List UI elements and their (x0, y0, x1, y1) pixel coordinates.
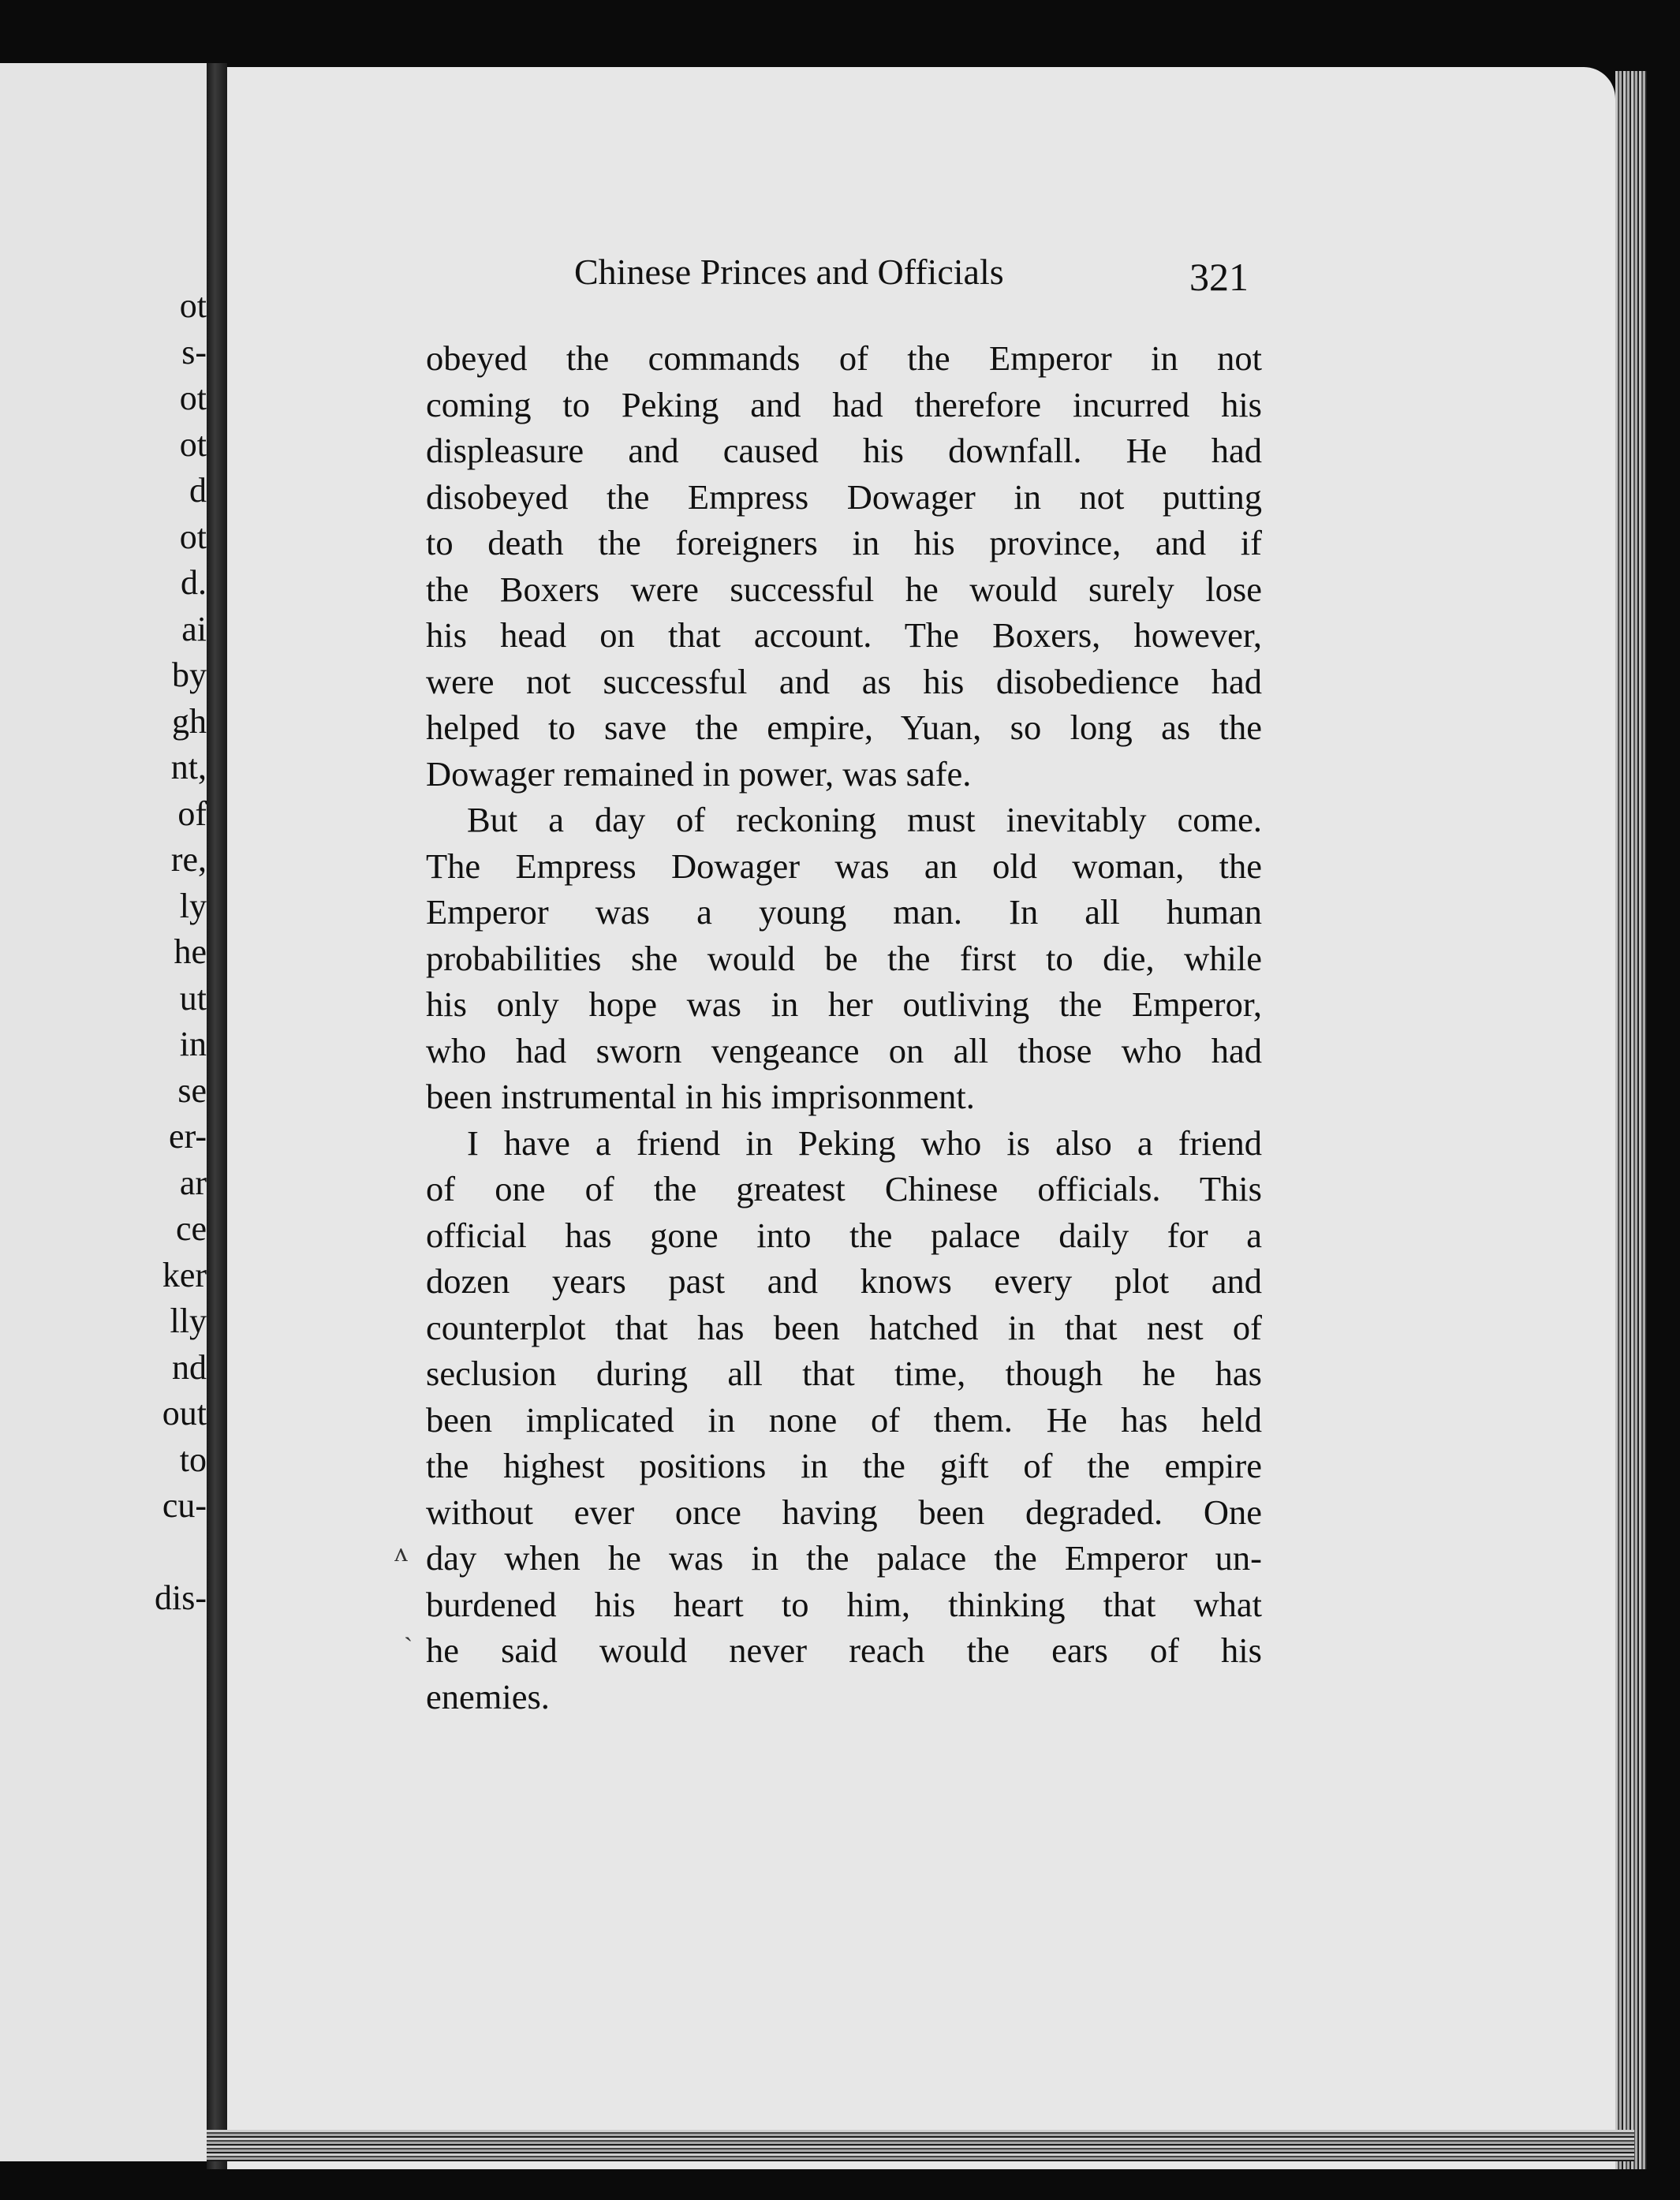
text-line: helped to save the empire, Yuan, so long as the (426, 708, 1262, 747)
page-edge-bottom (207, 2130, 1634, 2161)
facing-page-fragment (0, 63, 207, 2161)
text-line: The Empress Dowager was an old woman, the (426, 846, 1262, 886)
facing-page-line: ot (179, 517, 207, 556)
text-line: Emperor was a young man. In all human (426, 892, 1262, 932)
facing-page-line: d (189, 471, 207, 510)
text-line: Dowager remained in power, was safe. (426, 753, 972, 794)
facing-page-line: dis- (155, 1578, 207, 1617)
text-line: been implicated in none of them. He has held (426, 1399, 1262, 1440)
facing-page-line: ut (179, 978, 207, 1018)
text-line: seclusion during all that time, though he has (426, 1354, 1262, 1393)
book-gutter (207, 63, 227, 2169)
text-line: were not successful and as his disobedience had (426, 661, 1262, 701)
facing-page-line: re, (170, 840, 207, 879)
running-head: Chinese Princes and Officials (574, 252, 1004, 292)
text-line: obeyed the commands of the Emperor in not (426, 338, 1262, 378)
margin-mark: ʌ (394, 1538, 408, 1567)
facing-page-line: s- (181, 332, 207, 372)
text-line: dozen years past and knows every plot and (426, 1261, 1262, 1301)
facing-page-line: he (174, 932, 207, 971)
page-number: 321 (1189, 255, 1249, 299)
body-text (426, 335, 1262, 1720)
text-line: probabilities she would be the first to die, while (426, 938, 1262, 978)
text-line: burdened his heart to him, thinking that what (426, 1584, 1262, 1624)
text-line: his head on that account. The Boxers, however, (426, 615, 1262, 655)
facing-page-line: ly (179, 886, 207, 925)
facing-page-line: ot (179, 286, 207, 325)
text-line: counterplot that has been hatched in that nest of (426, 1307, 1262, 1347)
facing-page-line: of (177, 794, 207, 833)
facing-page-line: lly (170, 1302, 207, 1340)
facing-page-line: d. (181, 563, 207, 602)
facing-page-line: se (177, 1070, 207, 1110)
text-line: displeasure and caused his downfall. He had (426, 431, 1262, 470)
facing-page-line: in (179, 1025, 207, 1063)
text-line: been instrumental in his imprisonment. (426, 1077, 975, 1116)
text-line: day when he was in the palace the Emperor un- (426, 1538, 1262, 1578)
facing-page-line: ot (179, 424, 207, 464)
facing-page-line: to (179, 1440, 207, 1479)
text-line: he said would never reach the ears of his (426, 1630, 1262, 1670)
page-edge-right (1615, 71, 1647, 2169)
facing-page-line: by (172, 656, 207, 694)
facing-page-line: ai (181, 609, 207, 648)
facing-page-line: er- (169, 1117, 207, 1156)
text-line: disobeyed the Empress Dowager in not putting (426, 476, 1262, 517)
facing-page-line: ar (179, 1163, 207, 1202)
facing-page-line: ot (179, 379, 207, 417)
text-line: of one of the greatest Chinese officials. This (426, 1169, 1262, 1208)
facing-page-line: gh (172, 701, 207, 741)
facing-page-line: ker (162, 1255, 207, 1294)
text-line: coming to Peking and had therefore incurred his (426, 384, 1262, 424)
text-line: official has gone into the palace daily for a (426, 1215, 1262, 1255)
text-line: the highest positions in the gift of the empire (426, 1446, 1262, 1485)
text-line: the Boxers were successful he would surely lose (426, 569, 1262, 609)
text-line: enemies. (426, 1676, 550, 1716)
text-line: But a day of reckoning must inevitably come. (467, 800, 1262, 839)
margin-mark: ` (404, 1633, 413, 1662)
text-line: without ever once having been degraded. One (426, 1492, 1262, 1532)
facing-page-line: nt, (170, 748, 207, 786)
text-line: to death the foreigners in his province, and if (426, 523, 1262, 562)
facing-page-line: cu- (162, 1486, 207, 1525)
facing-page-line: ce (175, 1209, 207, 1248)
text-line: his only hope was in her outliving the Emperor, (426, 984, 1262, 1024)
text-line: I have a friend in Peking who is also a friend (467, 1122, 1262, 1163)
text-line: who had sworn vengeance on all those who had (426, 1030, 1262, 1070)
facing-page-line: out (162, 1394, 207, 1432)
facing-page-line: nd (172, 1347, 207, 1387)
